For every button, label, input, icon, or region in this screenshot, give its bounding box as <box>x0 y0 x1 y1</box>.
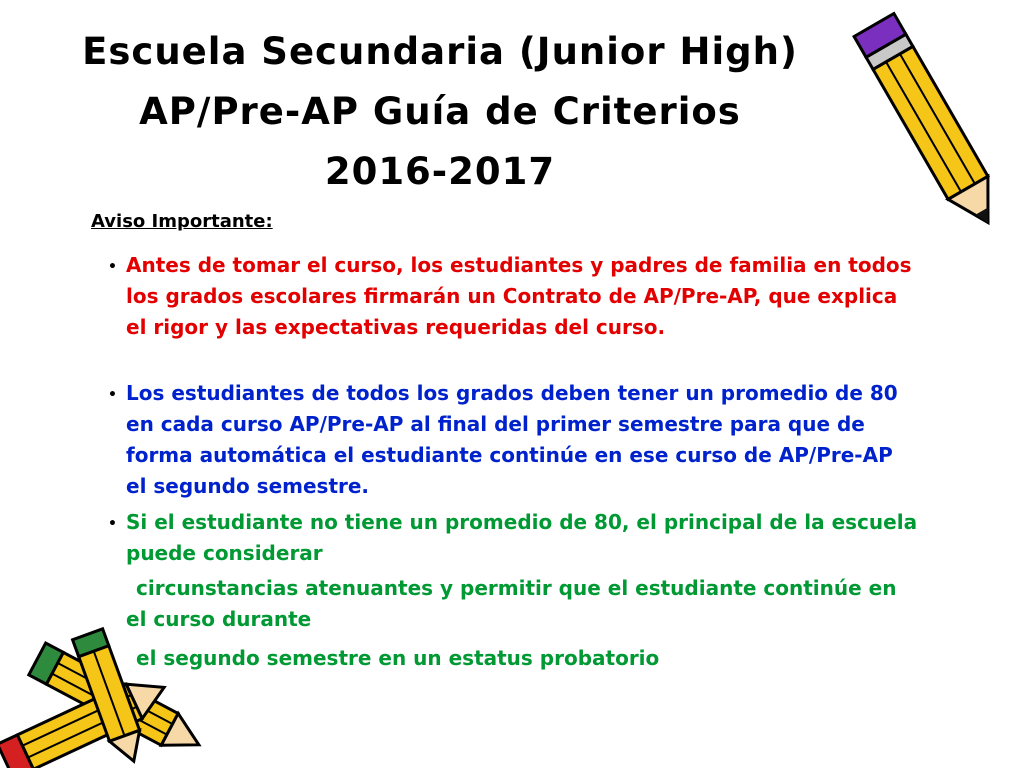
bullet-average-text: Los estudiantes de todos los grados deben tener un promedio de 80 en cada curso AP/Pre-AP al final del primer semestre para que de forma automática el estudiante continúe en ese curso de AP/Pre-AP el segundo semestre. <box>126 381 898 498</box>
pencil-icon <box>845 0 1015 245</box>
bullet-average <box>108 378 908 502</box>
continuation-text-1: circunstancias atenuantes y permitir que el estudiante continúe en el curso durante <box>126 576 897 631</box>
continuation-text-2: el segundo semestre en un estatus probatorio <box>136 646 660 670</box>
pencils-icon <box>0 610 215 768</box>
bullet-continuation-1 <box>108 573 918 635</box>
bullet-dot: • <box>108 516 117 532</box>
bullet-principal-text: Si el estudiante no tiene un promedio de 80, el principal de la escuela puede considerar <box>126 510 918 565</box>
slide-title <box>60 22 820 202</box>
bullet-contract <box>108 250 918 343</box>
bullet-dot: • <box>108 387 117 403</box>
title-line-2: AP/Pre-AP Guía de Criterios <box>139 90 741 133</box>
bullet-dot: • <box>108 259 117 275</box>
title-line-1: Escuela Secundaria (Junior High) <box>82 30 798 73</box>
notice-heading: Aviso Importante: <box>91 211 273 232</box>
bullet-continuation-2 <box>108 643 918 674</box>
bullet-contract-text: Antes de tomar el curso, los estudiantes y padres de familia en todos los grados escolares firmarán un Contrato de AP/Pre-AP, que explica el rigor y las expectativas requeridas del curso. <box>126 253 912 339</box>
title-line-3: 2016-2017 <box>324 150 556 193</box>
bullet-principal <box>108 507 918 569</box>
